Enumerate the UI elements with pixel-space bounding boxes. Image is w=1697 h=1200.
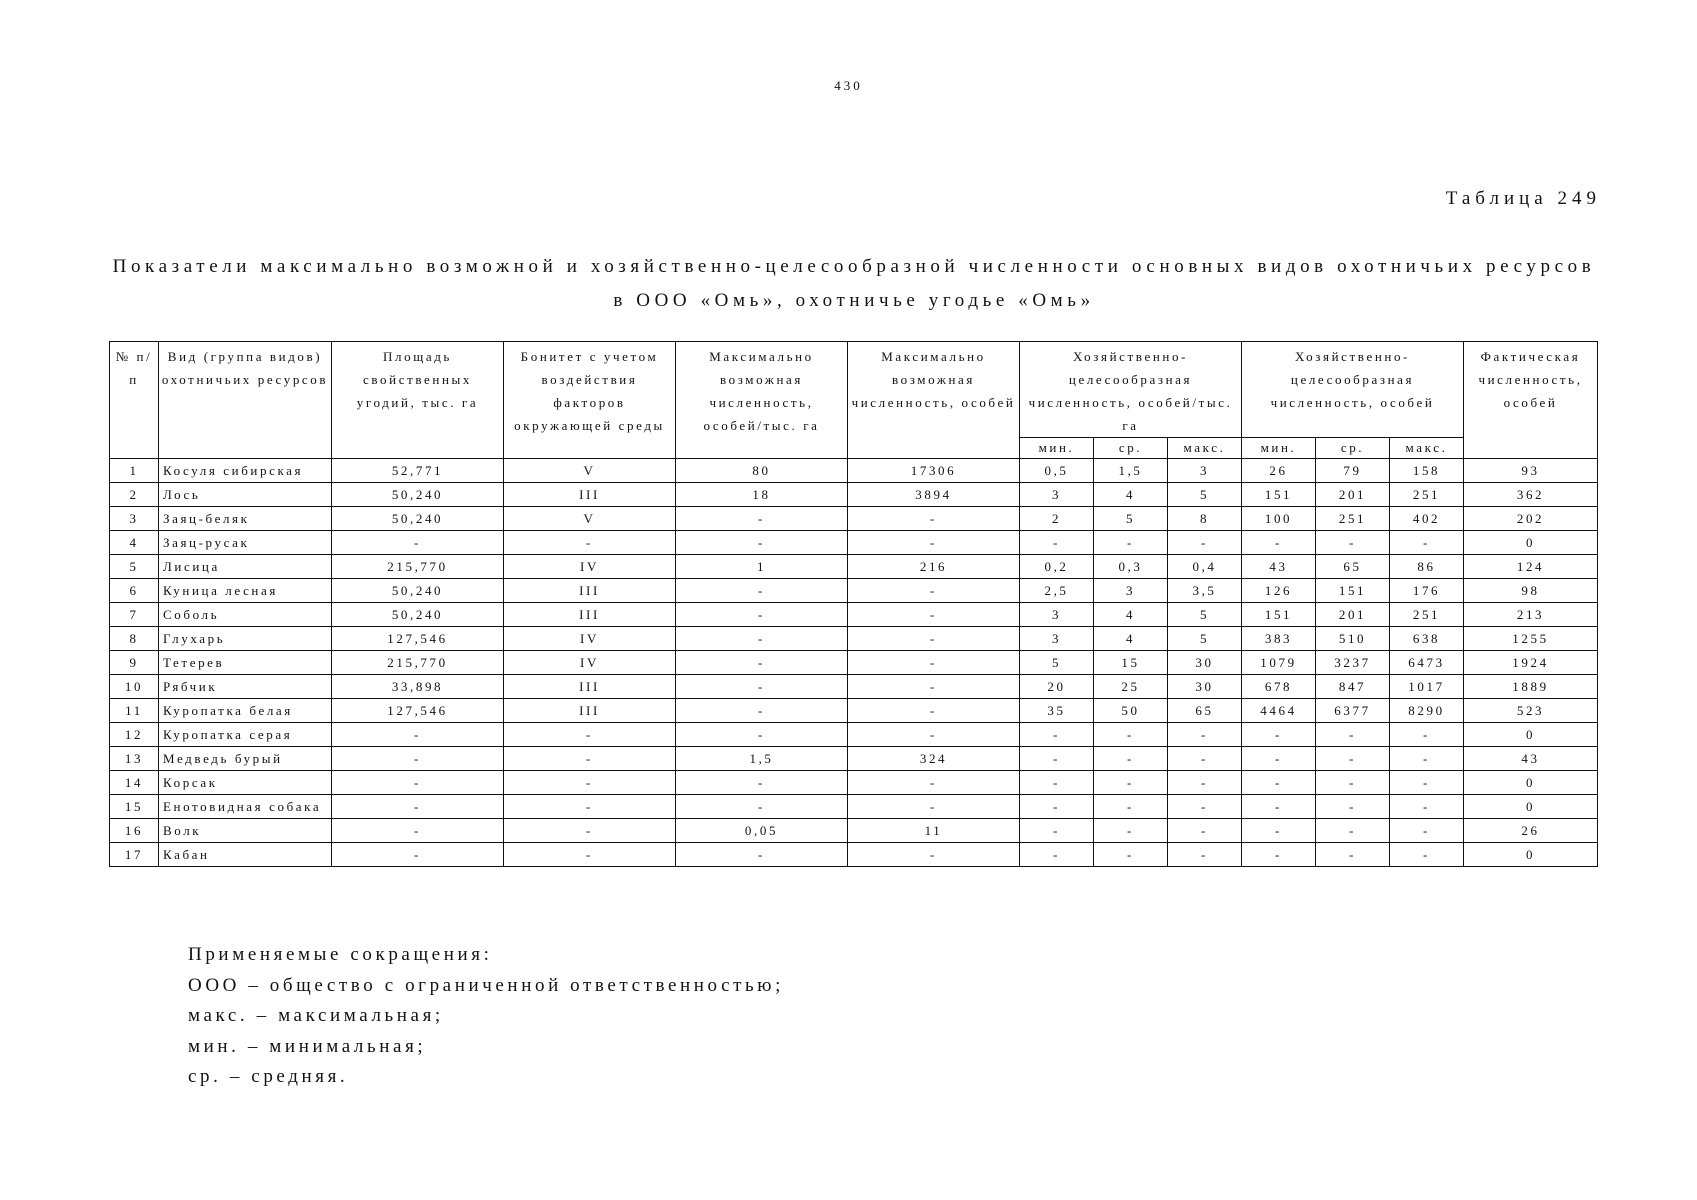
- table-cell: 6377: [1316, 699, 1390, 723]
- table-cell: 5: [1168, 627, 1242, 651]
- table-cell: -: [676, 699, 848, 723]
- table-cell: -: [1316, 795, 1390, 819]
- species-cell: Глухарь: [159, 627, 332, 651]
- row-number-cell: 11: [110, 699, 159, 723]
- table-cell: -: [332, 771, 504, 795]
- table-cell: 638: [1390, 627, 1464, 651]
- table-cell: 17306: [848, 459, 1020, 483]
- table-cell: 4: [1094, 603, 1168, 627]
- table-row: [110, 627, 1598, 651]
- table-cell: -: [1242, 771, 1316, 795]
- header-econ-density: Хозяйственно-целесообразная численность, особей/тыс. га: [1020, 342, 1242, 438]
- table-row: [110, 459, 1598, 483]
- table-cell: 510: [1316, 627, 1390, 651]
- table-cell: -: [676, 843, 848, 867]
- table-cell: 35: [1020, 699, 1094, 723]
- table-cell: 43: [1242, 555, 1316, 579]
- table-cell: 1889: [1464, 675, 1598, 699]
- table-cell: -: [676, 723, 848, 747]
- table-cell: -: [504, 843, 676, 867]
- table-row: [110, 531, 1598, 555]
- table-cell: 0,05: [676, 819, 848, 843]
- table-row: [110, 771, 1598, 795]
- table-cell: III: [504, 483, 676, 507]
- row-number-cell: 5: [110, 555, 159, 579]
- table-cell: 8290: [1390, 699, 1464, 723]
- species-cell: Волк: [159, 819, 332, 843]
- table-cell: -: [1390, 723, 1464, 747]
- header-num: № п/п: [110, 342, 159, 459]
- subheader-avg: ср.: [1094, 438, 1168, 459]
- table-cell: -: [1094, 771, 1168, 795]
- row-number-cell: 12: [110, 723, 159, 747]
- table-cell: -: [848, 531, 1020, 555]
- table-cell: -: [1094, 819, 1168, 843]
- table-cell: -: [1020, 771, 1094, 795]
- table-row: [110, 795, 1598, 819]
- species-cell: Лось: [159, 483, 332, 507]
- table-cell: 43: [1464, 747, 1598, 771]
- header-species: Вид (группа видов) охотничьих ресурсов: [159, 342, 332, 459]
- subheader-max: макс.: [1390, 438, 1464, 459]
- subheader-avg: ср.: [1316, 438, 1390, 459]
- table-cell: 213: [1464, 603, 1598, 627]
- table-cell: -: [848, 843, 1020, 867]
- table-cell: 362: [1464, 483, 1598, 507]
- table-cell: 20: [1020, 675, 1094, 699]
- table-title: [110, 250, 1598, 318]
- table-cell: -: [504, 531, 676, 555]
- table-cell: -: [1390, 795, 1464, 819]
- table-cell: -: [1390, 531, 1464, 555]
- abbreviation-item: ср. – средняя.: [188, 1066, 349, 1087]
- table-cell: 158: [1390, 459, 1464, 483]
- table-cell: 50,240: [332, 579, 504, 603]
- table-cell: -: [676, 771, 848, 795]
- table-cell: IV: [504, 627, 676, 651]
- species-cell: Заяц-беляк: [159, 507, 332, 531]
- header-row: [110, 342, 1598, 438]
- table-title-line-1: Показатели максимально возможной и хозяйственно-целесообразной численности основных видов охотничьих ресурсов: [112, 256, 1596, 277]
- table-cell: -: [332, 723, 504, 747]
- row-number-cell: 16: [110, 819, 159, 843]
- table-row: [110, 723, 1598, 747]
- row-number-cell: 15: [110, 795, 159, 819]
- table-cell: 50,240: [332, 507, 504, 531]
- species-cell: Косуля сибирская: [159, 459, 332, 483]
- table-cell: -: [1242, 819, 1316, 843]
- table-cell: -: [504, 795, 676, 819]
- table-cell: 1924: [1464, 651, 1598, 675]
- table-cell: 523: [1464, 699, 1598, 723]
- table-row: [110, 819, 1598, 843]
- table-cell: 0,3: [1094, 555, 1168, 579]
- table-cell: 30: [1168, 675, 1242, 699]
- table-cell: -: [1316, 819, 1390, 843]
- table-cell: -: [848, 579, 1020, 603]
- table-cell: -: [1316, 747, 1390, 771]
- table-title-line-2: в ООО «Омь», охотничье угодье «Омь»: [613, 290, 1095, 311]
- table-row: [110, 651, 1598, 675]
- table-cell: 8: [1168, 507, 1242, 531]
- table-cell: III: [504, 579, 676, 603]
- species-cell: Заяц-русак: [159, 531, 332, 555]
- species-cell: Кабан: [159, 843, 332, 867]
- table-cell: V: [504, 507, 676, 531]
- table-cell: -: [1168, 747, 1242, 771]
- table-cell: -: [504, 723, 676, 747]
- species-cell: Куропатка серая: [159, 723, 332, 747]
- table-cell: -: [848, 675, 1020, 699]
- species-cell: Рябчик: [159, 675, 332, 699]
- table-cell: 202: [1464, 507, 1598, 531]
- table-cell: 4464: [1242, 699, 1316, 723]
- game-resources-table: [109, 341, 1598, 867]
- header-max-count: Максимально возможная численность, особей: [848, 342, 1020, 459]
- row-number-cell: 1: [110, 459, 159, 483]
- table-cell: -: [1316, 843, 1390, 867]
- table-row: [110, 699, 1598, 723]
- table-cell: 124: [1464, 555, 1598, 579]
- species-cell: Медведь бурый: [159, 747, 332, 771]
- table-cell: V: [504, 459, 676, 483]
- abbreviations-heading: Применяемые сокращения:: [188, 944, 493, 965]
- abbreviation-item: ООО – общество с ограниченной ответственностью;: [188, 974, 784, 996]
- table-cell: -: [1242, 843, 1316, 867]
- row-number-cell: 7: [110, 603, 159, 627]
- table-cell: 50: [1094, 699, 1168, 723]
- table-cell: -: [676, 627, 848, 651]
- table-cell: -: [332, 747, 504, 771]
- table-cell: -: [1020, 531, 1094, 555]
- table-cell: -: [1094, 747, 1168, 771]
- table-cell: -: [1168, 843, 1242, 867]
- table-cell: -: [1390, 819, 1464, 843]
- table-cell: 0: [1464, 843, 1598, 867]
- table-cell: -: [1390, 771, 1464, 795]
- row-number-cell: 10: [110, 675, 159, 699]
- table-cell: 2: [1020, 507, 1094, 531]
- row-number-cell: 14: [110, 771, 159, 795]
- table-cell: -: [1242, 531, 1316, 555]
- table-cell: 383: [1242, 627, 1316, 651]
- table-cell: -: [1316, 723, 1390, 747]
- table-cell: -: [676, 579, 848, 603]
- table-row: [110, 675, 1598, 699]
- table-cell: -: [504, 747, 676, 771]
- table-cell: 251: [1390, 603, 1464, 627]
- table-cell: 4: [1094, 627, 1168, 651]
- table-cell: 1,5: [1094, 459, 1168, 483]
- table-cell: 251: [1390, 483, 1464, 507]
- table-cell: -: [848, 627, 1020, 651]
- table-cell: -: [504, 819, 676, 843]
- table-cell: -: [1316, 771, 1390, 795]
- table-cell: 52,771: [332, 459, 504, 483]
- table-cell: -: [1020, 819, 1094, 843]
- table-row: [110, 507, 1598, 531]
- header-max-density: Максимально возможная численность, особей/тыс. га: [676, 342, 848, 459]
- table-cell: -: [332, 843, 504, 867]
- row-number-cell: 2: [110, 483, 159, 507]
- table-cell: 324: [848, 747, 1020, 771]
- table-body: [110, 459, 1598, 867]
- table-cell: 1,5: [676, 747, 848, 771]
- table-cell: -: [1390, 747, 1464, 771]
- species-cell: Енотовидная собака: [159, 795, 332, 819]
- table-cell: -: [1020, 747, 1094, 771]
- table-cell: -: [1020, 795, 1094, 819]
- row-number-cell: 8: [110, 627, 159, 651]
- table-cell: -: [1168, 819, 1242, 843]
- table-cell: -: [676, 603, 848, 627]
- header-bonitet: Бонитет с учетом воздействия факторов окружающей среды: [504, 342, 676, 459]
- table-cell: 5: [1168, 603, 1242, 627]
- species-cell: Куропатка белая: [159, 699, 332, 723]
- subheader-min: мин.: [1242, 438, 1316, 459]
- table-cell: -: [1168, 531, 1242, 555]
- table-cell: 402: [1390, 507, 1464, 531]
- table-cell: 26: [1242, 459, 1316, 483]
- table-cell: -: [1242, 723, 1316, 747]
- row-number-cell: 4: [110, 531, 159, 555]
- table-cell: 3: [1020, 603, 1094, 627]
- table-cell: -: [676, 795, 848, 819]
- table-cell: III: [504, 603, 676, 627]
- table-cell: 0,2: [1020, 555, 1094, 579]
- table-cell: 5: [1094, 507, 1168, 531]
- table-cell: -: [504, 771, 676, 795]
- table-cell: -: [676, 531, 848, 555]
- table-cell: 201: [1316, 603, 1390, 627]
- table-cell: 2,5: [1020, 579, 1094, 603]
- table-cell: -: [1168, 795, 1242, 819]
- table-cell: 0: [1464, 531, 1598, 555]
- row-number-cell: 3: [110, 507, 159, 531]
- table-cell: 1: [676, 555, 848, 579]
- table-cell: 18: [676, 483, 848, 507]
- table-cell: -: [848, 651, 1020, 675]
- header-actual: Фактическая численность, особей: [1464, 342, 1598, 459]
- table-cell: -: [1316, 531, 1390, 555]
- table-cell: -: [1094, 531, 1168, 555]
- table-cell: -: [1168, 723, 1242, 747]
- table-cell: 3,5: [1168, 579, 1242, 603]
- table-cell: 3: [1094, 579, 1168, 603]
- table-cell: 201: [1316, 483, 1390, 507]
- species-cell: Куница лесная: [159, 579, 332, 603]
- table-cell: 126: [1242, 579, 1316, 603]
- table-cell: -: [1094, 843, 1168, 867]
- table-cell: 127,546: [332, 699, 504, 723]
- table-cell: 1255: [1464, 627, 1598, 651]
- table-cell: 100: [1242, 507, 1316, 531]
- table-cell: 65: [1168, 699, 1242, 723]
- subheader-max: макс.: [1168, 438, 1242, 459]
- table-row: [110, 483, 1598, 507]
- table-cell: -: [332, 819, 504, 843]
- page-number: 430: [834, 78, 863, 93]
- table-cell: 127,546: [332, 627, 504, 651]
- table-cell: 65: [1316, 555, 1390, 579]
- table-cell: 151: [1242, 483, 1316, 507]
- table-cell: 86: [1390, 555, 1464, 579]
- table-cell: 5: [1168, 483, 1242, 507]
- table-cell: 25: [1094, 675, 1168, 699]
- table-cell: -: [1242, 795, 1316, 819]
- table-cell: -: [848, 795, 1020, 819]
- table-cell: -: [1168, 771, 1242, 795]
- table-cell: 0: [1464, 723, 1598, 747]
- table-cell: -: [1242, 747, 1316, 771]
- table-cell: 98: [1464, 579, 1598, 603]
- table-cell: 216: [848, 555, 1020, 579]
- table-cell: -: [1094, 723, 1168, 747]
- table-cell: -: [1094, 795, 1168, 819]
- row-number-cell: 13: [110, 747, 159, 771]
- table-cell: -: [676, 507, 848, 531]
- table-cell: -: [848, 507, 1020, 531]
- table-cell: 3: [1020, 627, 1094, 651]
- table-row: [110, 603, 1598, 627]
- header-econ-count: Хозяйственно-целесообразная численность, особей: [1242, 342, 1464, 438]
- header-area: Площадь свойственных угодий, тыс. га: [332, 342, 504, 459]
- table-row: [110, 555, 1598, 579]
- species-cell: Тетерев: [159, 651, 332, 675]
- table-cell: 251: [1316, 507, 1390, 531]
- table-cell: 3237: [1316, 651, 1390, 675]
- table-cell: 26: [1464, 819, 1598, 843]
- table-cell: -: [1020, 843, 1094, 867]
- table-cell: 79: [1316, 459, 1390, 483]
- species-cell: Корсак: [159, 771, 332, 795]
- table-cell: IV: [504, 651, 676, 675]
- table-cell: 15: [1094, 651, 1168, 675]
- table-cell: 6473: [1390, 651, 1464, 675]
- table-cell: -: [848, 603, 1020, 627]
- table-cell: -: [676, 675, 848, 699]
- table-cell: 176: [1390, 579, 1464, 603]
- table-cell: 11: [848, 819, 1020, 843]
- table-cell: 30: [1168, 651, 1242, 675]
- table-cell: 3: [1168, 459, 1242, 483]
- table-cell: -: [848, 699, 1020, 723]
- table-cell: 80: [676, 459, 848, 483]
- table-cell: III: [504, 699, 676, 723]
- table-cell: 151: [1242, 603, 1316, 627]
- table-cell: 0,5: [1020, 459, 1094, 483]
- abbreviation-item: макс. – максимальная;: [188, 1005, 444, 1026]
- table-cell: 0: [1464, 795, 1598, 819]
- table-cell: -: [1020, 723, 1094, 747]
- table-cell: -: [676, 651, 848, 675]
- species-cell: Лисица: [159, 555, 332, 579]
- row-number-cell: 6: [110, 579, 159, 603]
- table-row: [110, 843, 1598, 867]
- table-row: [110, 747, 1598, 771]
- row-number-cell: 9: [110, 651, 159, 675]
- table-cell: 678: [1242, 675, 1316, 699]
- abbreviations: [188, 940, 784, 1093]
- table-cell: 5: [1020, 651, 1094, 675]
- table-cell: 33,898: [332, 675, 504, 699]
- table-cell: 215,770: [332, 555, 504, 579]
- table-cell: 0,4: [1168, 555, 1242, 579]
- subheader-min: мин.: [1020, 438, 1094, 459]
- table-row: [110, 579, 1598, 603]
- table-cell: 93: [1464, 459, 1598, 483]
- table-cell: 1017: [1390, 675, 1464, 699]
- table-cell: -: [1390, 843, 1464, 867]
- species-cell: Соболь: [159, 603, 332, 627]
- row-number-cell: 17: [110, 843, 159, 867]
- table-cell: 215,770: [332, 651, 504, 675]
- table-cell: 151: [1316, 579, 1390, 603]
- table-cell: -: [848, 723, 1020, 747]
- table-cell: -: [332, 531, 504, 555]
- table-cell: -: [332, 795, 504, 819]
- table-cell: IV: [504, 555, 676, 579]
- table-cell: -: [848, 771, 1020, 795]
- table-cell: 0: [1464, 771, 1598, 795]
- table-cell: 4: [1094, 483, 1168, 507]
- table-cell: 1079: [1242, 651, 1316, 675]
- table-cell: III: [504, 675, 676, 699]
- table-cell: 3: [1020, 483, 1094, 507]
- table-cell: 3894: [848, 483, 1020, 507]
- abbreviation-item: мин. – минимальная;: [188, 1035, 427, 1057]
- table-label: Таблица 249: [1445, 188, 1601, 209]
- table-cell: 50,240: [332, 483, 504, 507]
- table-cell: 50,240: [332, 603, 504, 627]
- table-cell: 847: [1316, 675, 1390, 699]
